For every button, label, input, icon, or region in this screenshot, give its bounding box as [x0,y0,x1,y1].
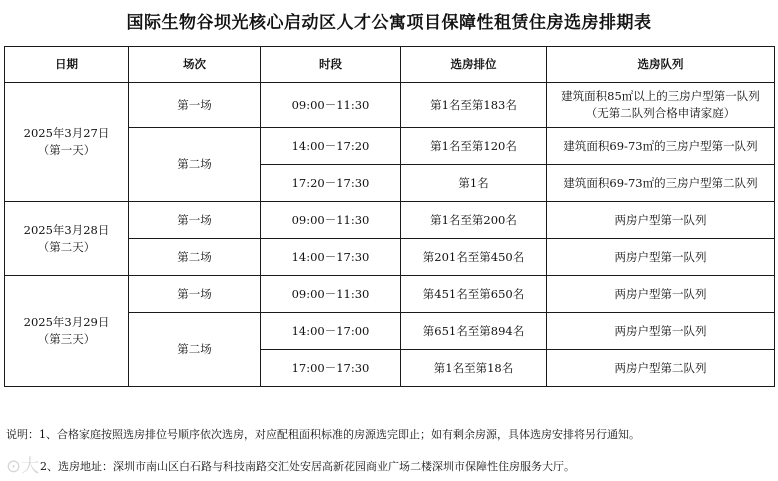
queue-cell [547,83,775,128]
rank-cell: 第201名至第450名 [401,239,547,276]
day-text: （第二天） [37,239,96,254]
queue-cell: 建筑面积69-73㎡的三房户型第二队列 [547,165,775,202]
table-row [5,83,775,128]
session-cell: 第二场 [129,239,261,276]
page-title: 国际生物谷坝光核心启动区人才公寓项目保障性租赁住房选房排期表 [126,13,652,33]
time-cell: 09:00－11:30 [261,83,401,128]
rank-cell: 第1名至第18名 [401,350,547,387]
rank-cell: 第1名至第183名 [401,83,547,128]
rank-cell: 第1名至第200名 [401,202,547,239]
note-line-1: 说明：1、合格家庭按照选房排位号顺序依次选房，对应配租面积标准的房源选完即止；如有剩余房源，具体选房安排将另行通知。 [6,428,640,441]
session-cell: 第二场 [129,128,261,202]
time-cell: 14:00－17:20 [261,128,401,165]
date-cell [5,83,129,202]
queue-cell: 两房户型第一队列 [547,313,775,350]
date-text: 2025年3月27日 [23,126,110,140]
day-text: （第一天） [37,143,96,157]
rank-cell: 第1名 [401,165,547,202]
date-cell [5,202,129,276]
header-date: 日期 [5,47,129,83]
time-cell: 17:00－17:30 [261,350,401,387]
rank-cell: 第651名至第894名 [401,313,547,350]
time-cell: 17:20－17:30 [261,165,401,202]
note-line-2: 2、选房地址：深圳市南山区白石路与科技南路交汇处安居高新花园商业广场二楼深圳市保障性住房服务大厅。 [40,460,575,473]
table-row [5,276,775,313]
watermark-logo: ⊙大 [6,456,40,477]
time-cell: 14:00－17:30 [261,239,401,276]
header-time: 时段 [261,47,401,83]
session-cell: 第一场 [129,202,261,239]
header-rank: 选房排位 [401,47,547,83]
session-cell: 第一场 [129,83,261,128]
time-cell: 09:00－11:30 [261,202,401,239]
date-text: 2025年3月29日 [23,315,110,329]
queue-cell: 两房户型第一队列 [547,239,775,276]
date-text: 2025年3月28日 [23,222,110,237]
time-cell: 09:00－11:30 [261,276,401,313]
header-queue: 选房队列 [547,47,775,83]
schedule-table [4,46,775,387]
queue-cell: 两房户型第二队列 [547,350,775,387]
queue-text: 建筑面积85㎡以上的三房户型第一队列 [561,89,760,103]
rank-cell: 第1名至第120名 [401,128,547,165]
queue-cell: 两房户型第一队列 [547,276,775,313]
rank-cell: 第451名至第650名 [401,276,547,313]
session-cell: 第二场 [129,313,261,387]
time-cell: 14:00－17:00 [261,313,401,350]
queue-note: （无第二队列合格申请家庭） [585,106,736,120]
table-row [5,202,775,239]
queue-cell: 两房户型第一队列 [547,202,775,239]
date-cell [5,276,129,387]
table-header-row [5,47,775,83]
day-text: （第三天） [37,332,96,346]
session-cell: 第一场 [129,276,261,313]
header-session: 场次 [129,47,261,83]
queue-cell: 建筑面积69-73㎡的三房户型第一队列 [547,128,775,165]
